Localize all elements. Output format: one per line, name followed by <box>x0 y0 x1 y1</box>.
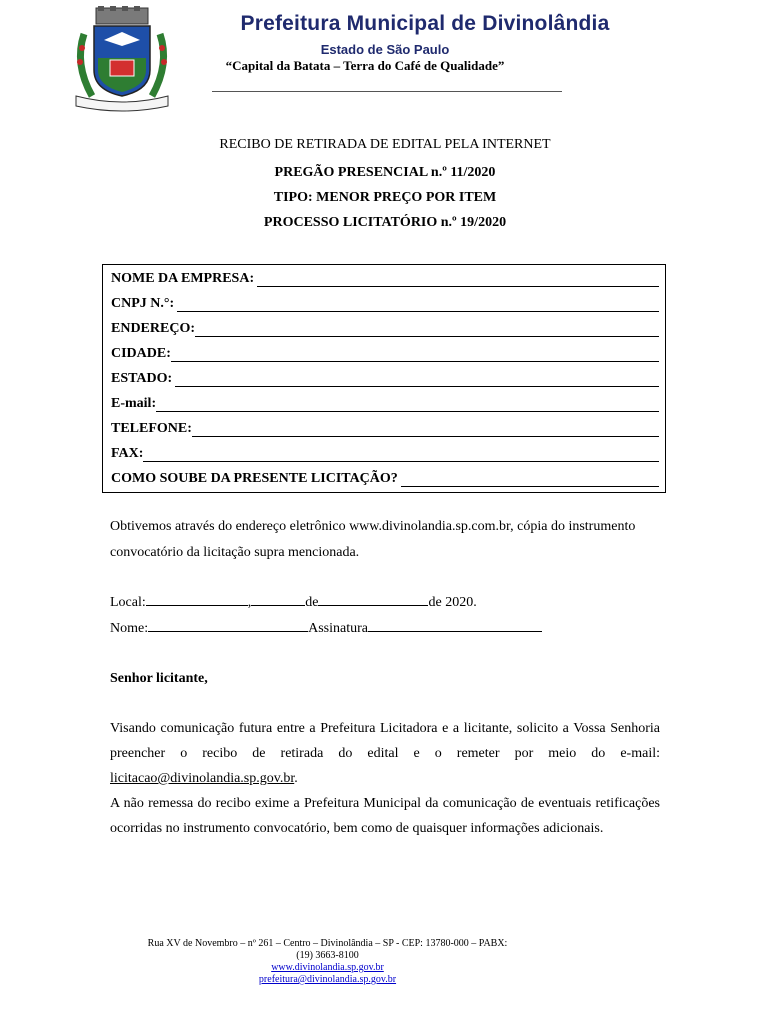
letter-p1-text: Visando comunicação futura entre a Prefeitura Licitadora e a licitante, solicito a Vossa Senhoria preencher o recibo de retirada do edital e o remeter por meio do e-mail: <box>110 721 660 761</box>
cnpj-label: CNPJ N.°: <box>111 296 175 311</box>
email-row <box>111 392 659 412</box>
how-known-label: COMO SOUBE DA PRESENTE LICITAÇÃO? <box>111 471 398 486</box>
cnpj-field[interactable] <box>177 297 659 312</box>
city-label: CIDADE: <box>111 346 171 361</box>
phone-field[interactable] <box>192 422 659 437</box>
company-form <box>102 264 666 493</box>
name-line <box>110 616 660 642</box>
address-field[interactable] <box>195 322 659 337</box>
fax-label: FAX: <box>111 446 144 461</box>
signature-block <box>110 590 660 642</box>
phone-label: TELEFONE: <box>111 421 192 436</box>
address-row <box>111 317 659 337</box>
auction-type: TIPO: MENOR PREÇO POR ITEM <box>273 190 497 205</box>
company-field[interactable] <box>257 272 659 287</box>
local-label: Local: <box>110 595 146 610</box>
company-row <box>111 267 659 287</box>
intro-paragraph: Obtivemos através do endereço eletrônico www.divinolandia.sp.com.br, cópia do instrumento convocatório da licitação supra mencionada. <box>110 519 636 560</box>
org-title: Prefeitura Municipal de Divinolândia <box>240 12 610 35</box>
local-field[interactable] <box>146 593 248 606</box>
footer <box>100 938 555 986</box>
email-label: E-mail: <box>111 396 157 411</box>
name-label: Nome: <box>110 621 149 636</box>
org-motto: “Capital da Batata – Terra do Café de Qualidade” <box>225 58 505 73</box>
receipt-title: RECIBO DE RETIRADA DE EDITAL PELA INTERNET <box>219 137 551 152</box>
letter-paragraph-2: A não remessa do recibo exime a Prefeitura Municipal da comunicação de eventuais retificações ocorridas no instrumento convocatório, bem como de quaisquer informações adicionais. <box>110 796 660 836</box>
footer-email-link[interactable]: prefeitura@divinolandia.sp.gov.br <box>258 974 397 985</box>
org-state: Estado de São Paulo <box>320 42 450 57</box>
cnpj-row <box>111 292 659 312</box>
footer-phone: (19) 3663-8100 <box>296 950 359 961</box>
state-label: ESTADO: <box>111 371 173 386</box>
auction-number: PREGÃO PRESENCIAL n.º 11/2020 <box>274 165 496 180</box>
bidding-email-link[interactable]: licitacao@divinolandia.sp.gov.br <box>110 771 295 786</box>
day-field[interactable] <box>251 593 305 606</box>
footer-website-link[interactable]: www.divinolandia.sp.gov.br <box>271 962 384 973</box>
letter-greeting: Senhor licitante, <box>110 671 208 686</box>
month-field[interactable] <box>318 593 428 606</box>
how-known-field[interactable] <box>401 472 659 487</box>
city-row <box>111 342 659 362</box>
letter-p1-end: . <box>294 771 298 786</box>
phone-row <box>111 417 659 437</box>
name-field[interactable] <box>148 619 308 632</box>
company-label: NOME DA EMPRESA: <box>111 271 255 286</box>
how-known-row <box>111 467 659 487</box>
year-label: de 2020. <box>428 595 477 610</box>
footer-address: Rua XV de Novembro – nº 261 – Centro – Divinolândia – SP - CEP: 13780-000 – PABX: <box>147 938 508 949</box>
state-field[interactable] <box>175 372 659 387</box>
fax-field[interactable] <box>143 447 659 462</box>
header-divider <box>212 91 562 92</box>
signature-label: Assinatura <box>308 621 368 636</box>
de-label: de <box>305 595 319 610</box>
coat-of-arms-icon <box>70 4 174 112</box>
fax-row <box>111 442 659 462</box>
state-row <box>111 367 659 387</box>
process-number: PROCESSO LICITATÓRIO n.º 19/2020 <box>263 215 507 230</box>
city-field[interactable] <box>171 347 659 362</box>
email-field[interactable] <box>156 397 659 412</box>
local-comma: , <box>247 595 252 610</box>
local-line <box>110 590 660 616</box>
letter-paragraph-1 <box>110 716 660 791</box>
address-label: ENDEREÇO: <box>111 321 196 336</box>
signature-field[interactable] <box>368 619 542 632</box>
